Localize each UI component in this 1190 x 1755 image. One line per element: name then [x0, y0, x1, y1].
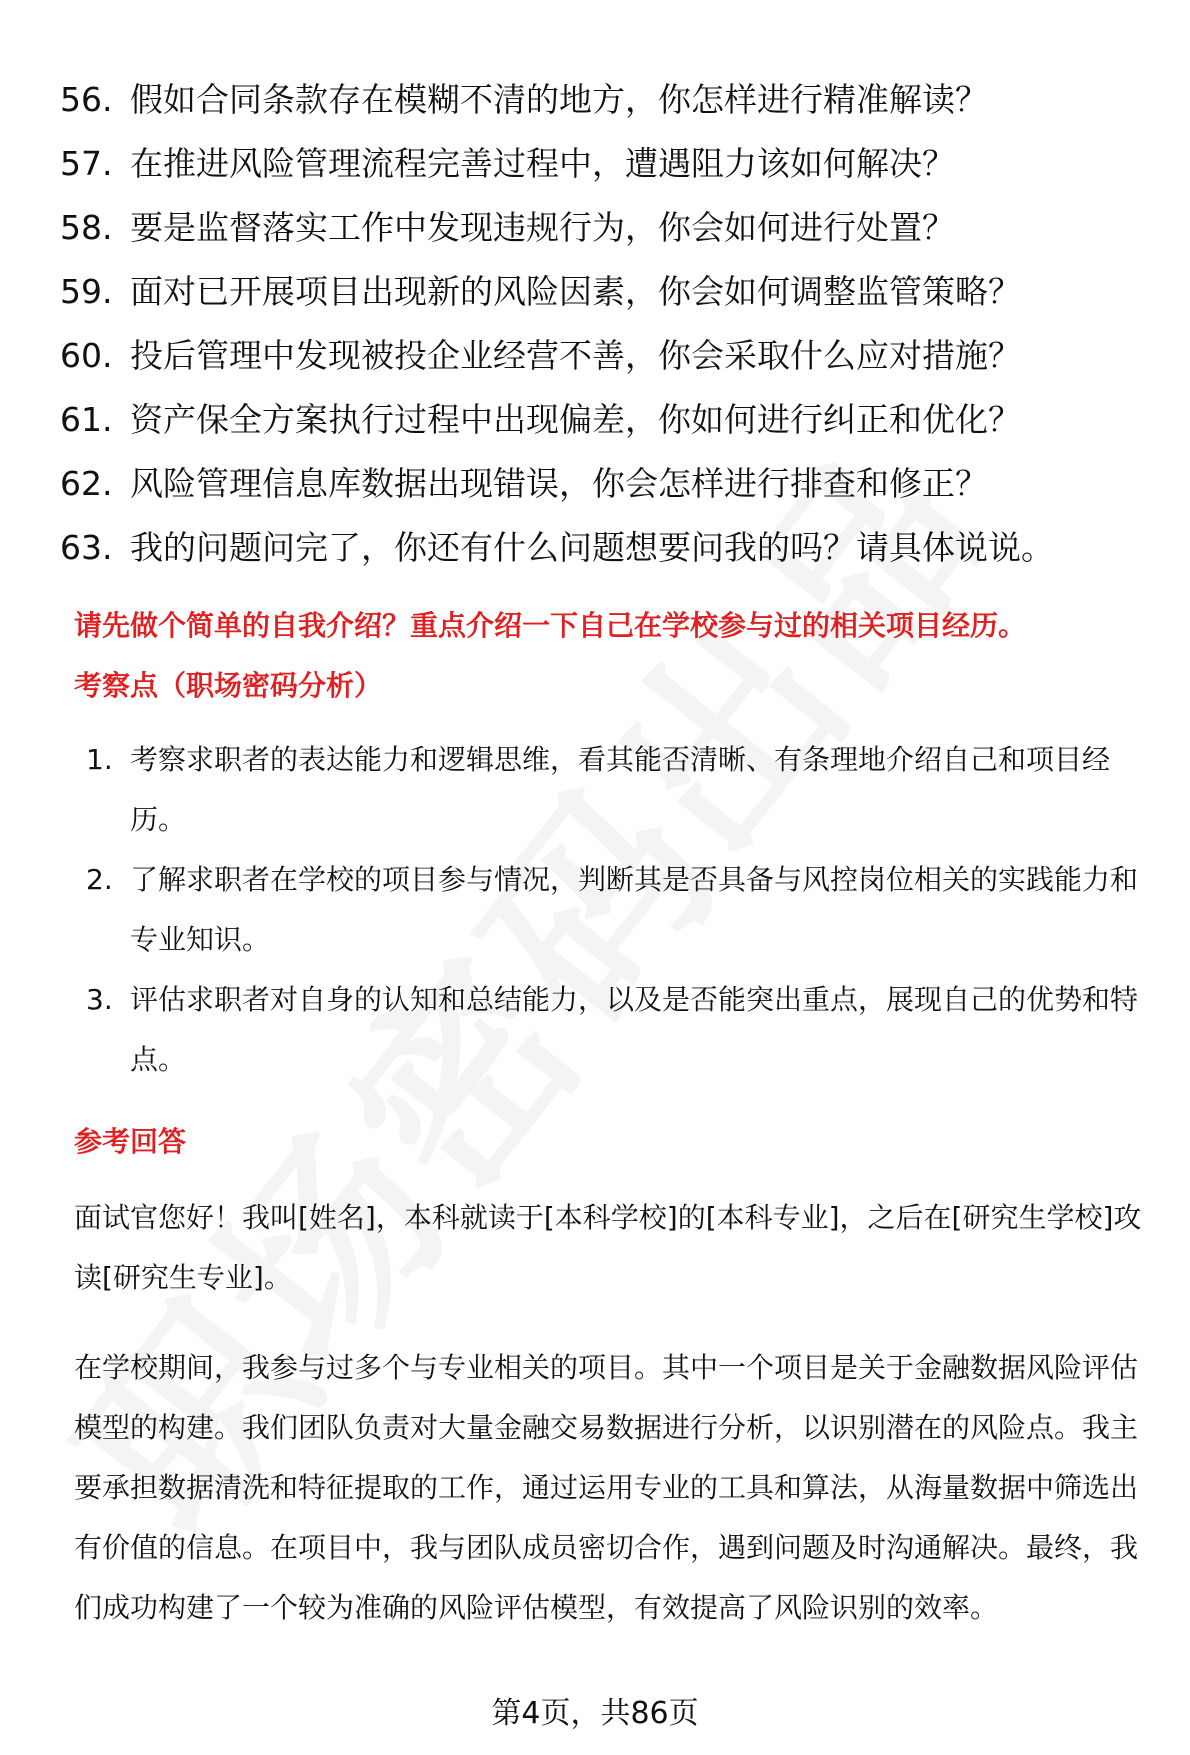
list-item — [86, 730, 1146, 850]
page-number: 第4页，共86页 — [491, 1696, 699, 1731]
question-number: 61. — [60, 400, 113, 439]
question-text: 我的问题问完了，你还有什么问题想要问我的吗？请具体说说。 — [130, 528, 1054, 567]
question-heading: 请先做个简单的自我介绍？重点介绍一下自己在学校参与过的相关项目经历。 — [74, 609, 1027, 642]
question-number: 58. — [60, 208, 113, 247]
answer-heading: 参考回答 — [74, 1125, 187, 1158]
points-list — [86, 730, 1146, 1090]
question-number: 62. — [60, 464, 113, 503]
list-item — [86, 970, 1146, 1090]
list-item — [60, 196, 1170, 260]
list-item — [60, 260, 1170, 324]
question-text: 面对已开展项目出现新的风险因素，你会如何调整监管策略？ — [130, 272, 1021, 311]
points-heading: 考察点（职场密码分析） — [74, 669, 383, 702]
question-list — [60, 68, 1170, 580]
question-number: 57. — [60, 144, 113, 183]
question-number: 63. — [60, 528, 113, 567]
question-text: 风险管理信息库数据出现错误，你会怎样进行排查和修正？ — [130, 464, 988, 503]
list-item — [60, 132, 1170, 196]
point-number: 3. — [86, 983, 113, 1016]
list-item — [60, 452, 1170, 516]
point-text: 评估求职者对自身的认知和总结能力，以及是否能突出重点，展现自己的优势和特点。 — [130, 983, 1139, 1076]
question-number: 56. — [60, 80, 113, 119]
question-text: 要是监督落实工作中发现违规行为，你会如何进行处置？ — [130, 208, 955, 247]
list-item — [60, 388, 1170, 452]
question-number: 60. — [60, 336, 113, 375]
answer-paragraph: 在学校期间，我参与过多个与专业相关的项目。其中一个项目是关于金融数据风险评估模型的构建。我们团队负责对大量金融交易数据进行分析，以识别潜在的风险点。我主要承担数据清洗和特征提取的工作，通过运用专业的工具和算法，从海量数据中筛选出有价值的信息。在项目中，我与团队成员密切合作，遇到问题及时沟通解决。最终，我们成功构建了一个较为准确的风险评估模型，有效提高了风险识别的效率。 — [74, 1351, 1139, 1624]
point-number: 2. — [86, 863, 113, 896]
answer-paragraph: 面试官您好！我叫[姓名]，本科就读于[本科学校]的[本科专业]，之后在[研究生学校]攻读[研究生专业]。 — [74, 1201, 1142, 1294]
list-item — [86, 850, 1146, 970]
question-text: 假如合同条款存在模糊不清的地方，你怎样进行精准解读？ — [130, 80, 988, 119]
point-text: 考察求职者的表达能力和逻辑思维，看其能否清晰、有条理地介绍自己和项目经历。 — [130, 743, 1111, 836]
list-item — [60, 68, 1170, 132]
question-text: 在推进风险管理流程完善过程中，遭遇阻力该如何解决？ — [130, 144, 955, 183]
list-item — [60, 516, 1170, 580]
question-text: 资产保全方案执行过程中出现偏差，你如何进行纠正和优化？ — [130, 400, 1021, 439]
question-number: 59. — [60, 272, 113, 311]
point-number: 1. — [86, 743, 113, 776]
point-text: 了解求职者在学校的项目参与情况，判断其是否具备与风控岗位相关的实践能力和专业知识。 — [130, 863, 1139, 956]
list-item — [60, 324, 1170, 388]
question-text: 投后管理中发现被投企业经营不善，你会采取什么应对措施？ — [130, 336, 1021, 375]
